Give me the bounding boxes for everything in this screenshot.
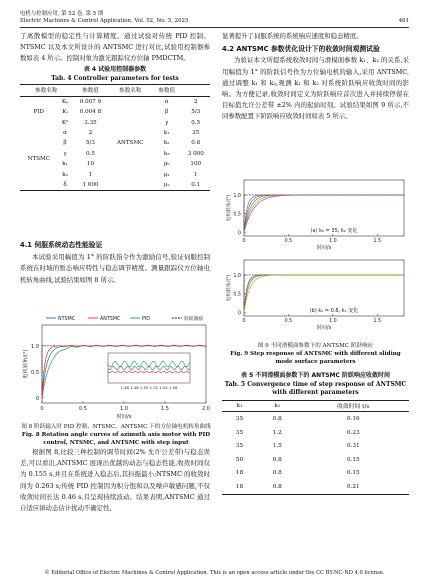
table-4-row [20,96,210,107]
y-tick-label: 0.5 [31,369,39,376]
table-4-cell: 0.5 [191,119,201,126]
section-4-2-heading: 4.2 ANTSMC 参数优化设计下的收敛时间观测试验 [222,45,380,54]
table-5-row [222,439,409,453]
x-tick-label: 0 [242,319,246,324]
table-5-cell: 1.2 [272,429,282,436]
legend-label: NTSMC [58,317,76,322]
page-number: 461 [398,18,409,24]
table-5-header-cell: 收敛时间 t/s [337,404,370,411]
table-4-cell: α [164,98,169,105]
table-4-cell: 3 000 [187,150,204,157]
x-tick-label: 0.5 [79,406,87,412]
y-axis-label: 电机转角/(°) [227,274,232,302]
table-4-group-label-antsmc: ANTSMC [116,140,144,147]
figure-9b-series [244,275,404,312]
figure-8-inset [108,353,190,383]
table-4-cell: 35 [192,129,200,136]
table-4-cell: 0.004 8 [79,109,102,116]
table-4-cell: 0.5 [86,150,95,157]
table-4-cell: 3.35 [84,119,97,126]
table-4-cell: 10 [86,161,95,168]
y-tick-label: 0 [237,231,241,237]
table-4-cell: 0.007 9 [79,98,102,105]
x-tick-label: 1.5 [161,406,169,412]
x-tick-label: 2.0 [202,406,210,412]
x-axis-label: 时间/s [316,245,332,251]
table-4-cell: Kₚ [61,98,69,105]
table-5-caption-en: Tab. 5 Convergence time of step response of ANTSMC with different parameters [224,380,407,397]
table-5-row [222,480,409,494]
table-4-cell: μ₀ [163,161,170,168]
table-4-caption-cn: 表 4 试验用控制器参数 [83,66,147,73]
series-step [244,275,404,312]
table-4-cell: α [63,129,67,136]
table-4-header-cell: 参数值 [82,88,99,95]
y-tick-label: 0.5 [233,212,241,218]
table-4-cell: 0.8 [191,140,201,147]
figure-8-plot [20,303,212,421]
table-4-caption-en: Tab. 4 Controller parameters for tests [51,74,179,82]
table-4-cell: β [63,140,67,147]
table-5-cell: 1.5 [272,443,282,450]
table-5-cell: 0.8 [272,415,282,422]
left-column-bottom [20,447,210,514]
legend-label: 阶跃激励 [184,317,204,322]
inset-x-ticks: 1.46 1.48 1.50 1.52 1.54 1.56 [120,385,178,390]
table-5-row [222,412,409,426]
table-5-cell: 0.31 [346,443,360,450]
right-paragraph-1: 显著提升了伺服系统的系统响应速度和稳态精度。 [222,32,363,40]
x-axis-label: 时间/s [116,414,132,420]
figure-9a-label: (a) k₂ = 35, k₂ 变化 [310,228,358,234]
y-tick-label: 0 [237,311,241,317]
figure-9b-series [244,275,404,312]
left-column [20,31,210,65]
table-5-cell: 0.23 [346,429,360,436]
table-5-cell: 35 [235,443,244,450]
table-5-cell: 0.16 [346,415,360,422]
table-4-cell: 1 [193,171,198,178]
table-5-cell: 35 [235,415,244,422]
table-4-header-cell: 参数值 [158,88,176,95]
journal-name-cn: 电机与控制应用, 第 52 卷, 第 5 期 [20,11,104,17]
table-4-cell: 2 [88,129,93,136]
table-4-cell: β [165,109,169,116]
table-5-cell: 0.8 [272,470,282,477]
y-tick-label: 1.0 [31,343,39,350]
figure-9-caption-cn: 图 9 不同滑模面参数下的 ANTSMC 阶跃响应 [257,343,374,349]
x-tick-label: 0 [242,239,246,244]
table-4-cell: δ [63,181,67,188]
figure-8-caption-cn: 图 8 阶跃输入时 PID 控制、NTSMC、ANTSMC 下的方位轴电机转角曲线 [21,424,211,430]
table-5-cell: 50 [235,456,244,463]
table-5-cell: 0.8 [272,456,282,463]
x-tick-label: 1.5 [373,319,382,324]
table-4-cell: k₂ [163,140,170,147]
x-tick-label: 1.5 [373,239,382,244]
y-axis-label: 电机转角/(°) [227,194,232,222]
legend-label: PID [142,317,151,322]
left-paragraph-1: 了离散模型的稳定性与计算精度。通过试验对传统 PID 控制、NTSMC 以及本文所设计的 ANTSMC 进行对比,试验用控制器参数如表 4 所示。控制对象为激光跟踪仪方位轴 PMDCTM。 [20,32,210,63]
right-paragraph-2: 为验证本文所提系统收敛时间与滑模面参数 k₁、k₂ 的关系,采用幅值为 1° 的阶跃信号作为方位轴电机的输入,采用 ANTSMC,通过调整 k₁ 和 k₂,观测 k₁ 和 k₂ 对系统阶跃响应收敛时间的影响。为方便记录,收敛时间定义为阶跃响应首次进入并持续停留在目标值允许公差带 ±2% 内的起始时刻。试验结果如图 9 所示,不同参数配置下阶跃响应收敛时间如表 5 所示。 [222,56,409,121]
x-axis-label: 时间/s [316,325,332,331]
figure-9a-series [244,195,404,232]
license-footer: © Editorial Office of Electric Machines & Control Application. This is an open access article under the CC BY-NC-ND 4.0 license. [44,570,385,576]
y-tick-label: 0 [35,395,39,402]
table-4-cell: k₂ [62,171,68,178]
figure-9-plot [224,176,410,336]
table-4-cell: γ [165,119,169,126]
table-4-cell: 100 [190,161,202,168]
left-paragraph-2: 本试验采用幅值为 1° 的阶跃指令作为激励信号,验证伺服控制系统在时域的暂态响应特性与稳态调节精度。测量跟踪仪方位轴电机转角曲线,试验结果如图 8 所示。 [20,253,210,284]
figure-9a-series [244,195,404,232]
table-5-cell: 0.15 [346,456,360,463]
table-5-header-cell: k₁ [236,402,243,409]
right-column [222,31,409,123]
y-tick-label: 1.0 [233,193,241,199]
figure-9a-series [244,195,404,232]
table-4-cell: 0.1 [191,181,201,188]
y-tick-label: 0.5 [233,292,241,298]
running-header [20,11,409,25]
table-4-cell: 2 [193,98,198,105]
table-5-row [222,426,409,440]
table-5-cell: 18 [235,470,244,477]
table-4-header-cell: 参数名称 [35,88,58,95]
table-4-cell: μ₁ [163,171,170,178]
figure-9b-series [244,275,404,312]
table-4-header-cell: 参数名称 [119,88,142,95]
table-4-cell: k₁ [62,161,68,168]
table-5-row [222,453,409,467]
y-tick-label: 1.0 [233,273,241,279]
figure-8-caption-en: Fig. 8 Rotation angle curves of azimuth axis motor with PID control, NTSMC, and ANTSMC with step input [21,432,211,446]
x-tick-label: 1.0 [329,319,337,324]
x-tick-label: 1.0 [120,406,128,412]
table-4-grid [20,84,210,191]
figure-8-caption [20,423,212,447]
x-tick-label: 0.5 [284,319,293,324]
journal-name-en: Electric Machines & Control Application, Vol. 52, No. 5, 2025 [20,18,189,24]
table-4-cell: k₁ [163,129,170,136]
x-tick-label: 1.0 [329,239,337,244]
left-column-mid [20,238,210,286]
table-4-cell: Kᵈ [61,119,69,126]
legend-label: ANTSMC [100,317,121,322]
figure-9-caption-en: Fig. 9 Step response of ANTSMC with different sliding mode surface parameters [230,351,401,365]
y-axis-label: 电机转角/(°) [23,349,29,379]
table-4 [20,66,210,191]
table-5-cell: 0.15 [346,470,360,477]
table-5-grid [222,400,409,495]
table-5-cell: 35 [235,429,244,436]
table-5-cell: 0.8 [272,483,282,490]
figure-9-caption [222,342,409,366]
table-5-cell: 18 [235,483,244,490]
section-4-1-heading: 4.1 伺服系统动态性能验证 [20,241,103,249]
table-4-cell: k₃ [163,150,170,157]
figure-9b-series [244,275,404,312]
table-4-cell: 1 000 [82,181,99,188]
figure-9a-series [244,195,404,232]
table-4-cell: Kᵢ [62,109,68,116]
table-5-row [222,467,409,481]
table-5-header-cell: k₂ [274,402,281,409]
table-5-caption-cn: 表 5 不同滑模面参数下的 ANTSMC 阶跃响应收敛时间 [241,372,390,379]
series-step [244,195,404,232]
table-5-cell: 0.21 [346,483,360,490]
table-4-cell: μ₂ [163,181,170,188]
figure-9a-series [244,195,404,232]
figure-9b-label: (b) k₂ = 0.8, k₁ 变化 [309,308,359,314]
x-tick-label: 0 [40,406,44,412]
table-4-group-label: PID [33,109,45,116]
header-rule [20,27,409,28]
table-4-cell: 5/3 [191,109,201,116]
table-4-cell: 1 [88,171,93,178]
table-4-group-label: NTSMC [27,155,51,162]
table-4-cell: γ [63,150,67,157]
x-tick-label: 0.5 [284,239,293,244]
table-4-cell: 5/3 [85,140,95,147]
table-5 [222,372,409,495]
left-paragraph-3: 根据图 8,比较三种控制的调节时间(2% 允许公差带)与稳态误差,可以看出,ANTSMC 展现出优越的动态与稳态性能,收敛时间仅为 0.155 s,并且在系统进入稳态后,其抖振最小;NTSMC 的收敛时间为 0.263 s;传统 PID 控制因为积分饱和以及噪声敏感问题,不仅收敛时间长达 0.46 s,且呈现持续波动。结果表明,ANTSMC 通过自适应律动态估计扰动不确定性, [20,448,210,513]
